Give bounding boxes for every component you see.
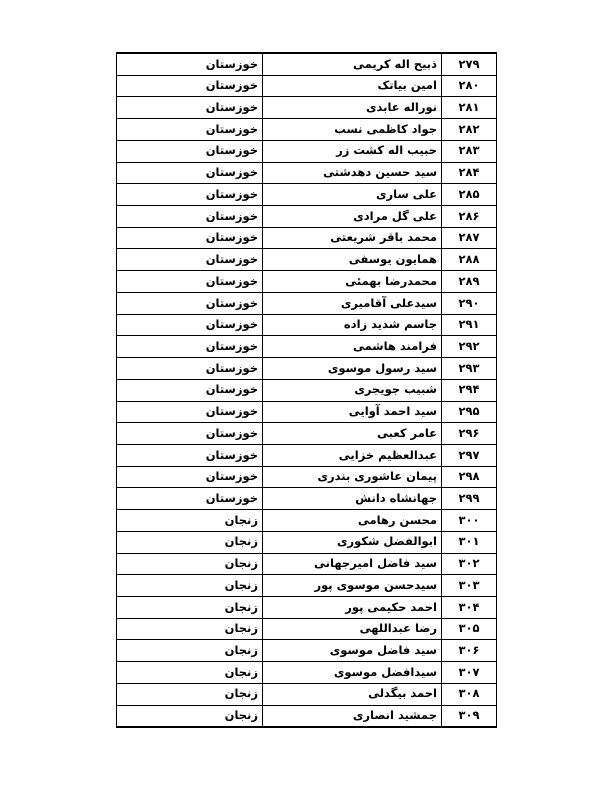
table-row [117,140,497,162]
table-row [117,379,497,401]
province-cell: خوزستان [117,227,263,249]
table-row [117,336,497,358]
province-cell: زنجان [117,662,263,684]
row-number-cell: ۲۹۵ [442,401,497,423]
row-number-cell: ۲۸۷ [442,227,497,249]
table-row [117,97,497,119]
row-number-cell: ۳۰۲ [442,553,497,575]
roster-table [116,52,497,728]
table-row [117,466,497,488]
province-cell: خوزستان [117,292,263,314]
province-cell: زنجان [117,640,263,662]
province-cell: خوزستان [117,97,263,119]
table-row [117,640,497,662]
table-row [117,162,497,184]
row-number-cell: ۲۸۲ [442,119,497,141]
person-name-cell: سیدحسن موسوی پور [263,575,442,597]
row-number-cell: ۲۹۴ [442,379,497,401]
person-name-cell: سید فاضل امیرجهانی [263,553,442,575]
table-row [117,292,497,314]
row-number-cell: ۳۰۶ [442,640,497,662]
person-name-cell: پیمان عاشوری بندری [263,466,442,488]
person-name-cell: علی گل مرادی [263,206,442,228]
person-name-cell: عبدالعظیم خزایی [263,444,442,466]
table-row [117,705,497,727]
person-name-cell: ذبیح اله کریمی [263,53,442,75]
table-row [117,227,497,249]
table-row [117,423,497,445]
province-cell: خوزستان [117,358,263,380]
row-number-cell: ۲۸۰ [442,75,497,97]
row-number-cell: ۲۸۵ [442,184,497,206]
person-name-cell: عامر کعبی [263,423,442,445]
person-name-cell: سیدافضل موسوی [263,662,442,684]
row-number-cell: ۲۹۳ [442,358,497,380]
row-number-cell: ۳۰۹ [442,705,497,727]
row-number-cell: ۲۹۸ [442,466,497,488]
row-number-cell: ۲۸۱ [442,97,497,119]
person-name-cell: سید رسول موسوی [263,358,442,380]
row-number-cell: ۲۸۹ [442,271,497,293]
person-name-cell: جهانشاه دانش [263,488,442,510]
person-name-cell: نوراله عابدی [263,97,442,119]
table-row [117,358,497,380]
province-cell: خوزستان [117,488,263,510]
person-name-cell: محمد باقر شریعتی [263,227,442,249]
person-name-cell: جمشید انصاری [263,705,442,727]
row-number-cell: ۲۹۱ [442,314,497,336]
table-row [117,75,497,97]
person-name-cell: جاسم شدید زاده [263,314,442,336]
province-cell: خوزستان [117,336,263,358]
province-cell: زنجان [117,531,263,553]
table-row [117,553,497,575]
province-cell: زنجان [117,510,263,532]
province-cell: خوزستان [117,401,263,423]
province-cell: زنجان [117,683,263,705]
row-number-cell: ۲۹۲ [442,336,497,358]
person-name-cell: سیدعلی آقامیری [263,292,442,314]
row-number-cell: ۲۸۶ [442,206,497,228]
table-row [117,53,497,75]
table-row [117,119,497,141]
row-number-cell: ۲۹۹ [442,488,497,510]
person-name-cell: جواد کاظمی نسب [263,119,442,141]
province-cell: خوزستان [117,184,263,206]
province-cell: خوزستان [117,206,263,228]
person-name-cell: سید حسین دهدشتی [263,162,442,184]
person-name-cell: احمد بیگدلی [263,683,442,705]
province-cell: خوزستان [117,271,263,293]
province-cell: خوزستان [117,314,263,336]
row-number-cell: ۳۰۱ [442,531,497,553]
province-cell: خوزستان [117,162,263,184]
row-number-cell: ۲۷۹ [442,53,497,75]
table-row [117,444,497,466]
person-name-cell: محمدرضا بهمئی [263,271,442,293]
row-number-cell: ۲۹۷ [442,444,497,466]
table-row [117,249,497,271]
row-number-cell: ۲۸۴ [442,162,497,184]
row-number-cell: ۳۰۵ [442,618,497,640]
province-cell: خوزستان [117,75,263,97]
person-name-cell: شبیب جویجری [263,379,442,401]
person-name-cell: حبیب اله کشت زر [263,140,442,162]
province-cell: زنجان [117,575,263,597]
table-row [117,488,497,510]
table-row [117,596,497,618]
province-cell: خوزستان [117,119,263,141]
table-row [117,618,497,640]
table-row [117,271,497,293]
province-cell: خوزستان [117,379,263,401]
table-row [117,683,497,705]
province-cell: خوزستان [117,140,263,162]
person-name-cell: ابوالفضل شکوری [263,531,442,553]
person-name-cell: احمد حکیمی پور [263,596,442,618]
table-row [117,510,497,532]
table-row [117,531,497,553]
row-number-cell: ۲۹۶ [442,423,497,445]
roster-table-body [117,53,497,727]
person-name-cell: رضا عبداللهی [263,618,442,640]
row-number-cell: ۳۰۳ [442,575,497,597]
table-row [117,206,497,228]
person-name-cell: سید فاضل موسوی [263,640,442,662]
person-name-cell: محسن رهامی [263,510,442,532]
person-name-cell: امین بیاتک [263,75,442,97]
row-number-cell: ۳۰۰ [442,510,497,532]
province-cell: خوزستان [117,466,263,488]
row-number-cell: ۲۸۸ [442,249,497,271]
province-cell: خوزستان [117,444,263,466]
person-name-cell: علی ساری [263,184,442,206]
province-cell: خوزستان [117,53,263,75]
province-cell: زنجان [117,705,263,727]
person-name-cell: فرامند هاشمی [263,336,442,358]
row-number-cell: ۳۰۴ [442,596,497,618]
row-number-cell: ۳۰۸ [442,683,497,705]
table-row [117,314,497,336]
table-row [117,184,497,206]
province-cell: زنجان [117,618,263,640]
province-cell: زنجان [117,553,263,575]
row-number-cell: ۲۹۰ [442,292,497,314]
table-row [117,662,497,684]
row-number-cell: ۲۸۳ [442,140,497,162]
table-row [117,575,497,597]
table-row [117,401,497,423]
person-name-cell: همایون یوسفی [263,249,442,271]
row-number-cell: ۳۰۷ [442,662,497,684]
province-cell: زنجان [117,596,263,618]
person-name-cell: سید احمد آوایی [263,401,442,423]
province-cell: خوزستان [117,423,263,445]
province-cell: خوزستان [117,249,263,271]
